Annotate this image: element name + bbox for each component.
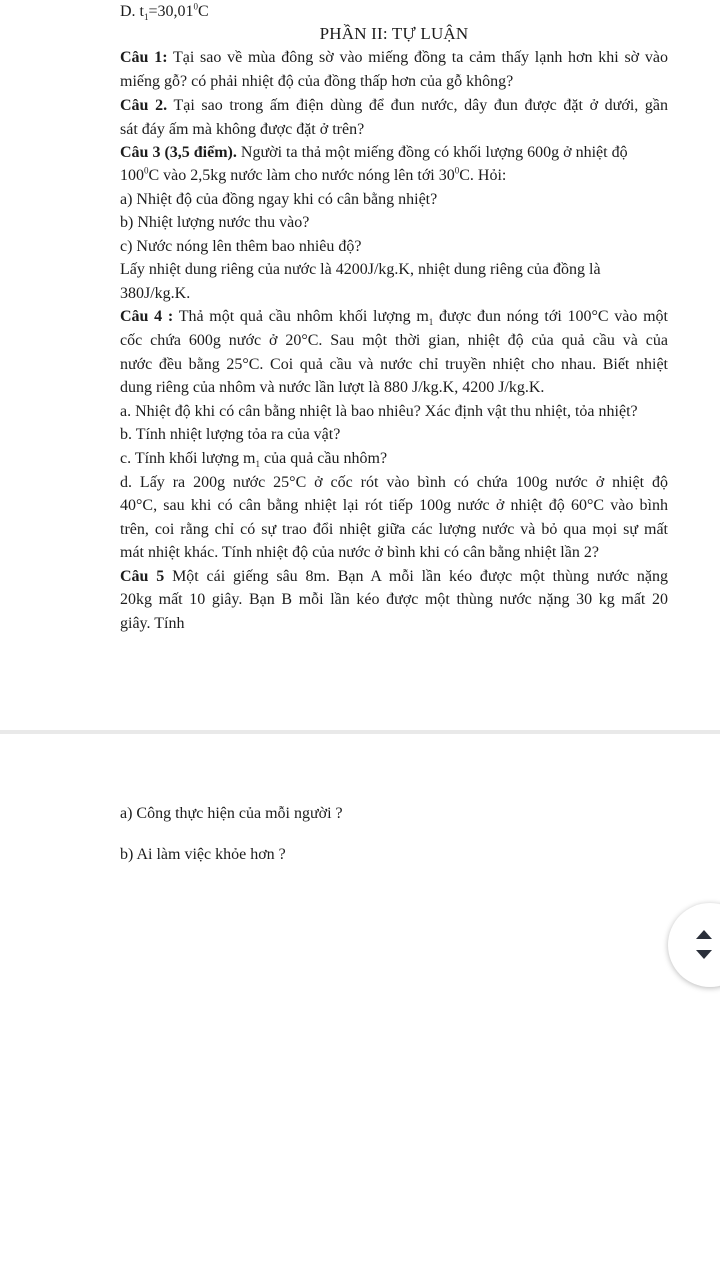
question-2-line-2: sát đáy ấm mà không được đặt ở trên?: [120, 121, 365, 138]
question-5-part-b: b) Ai làm việc khỏe hơn ?: [120, 846, 286, 863]
question-3-part-c: c) Nước nóng lên thêm bao nhiêu độ?: [120, 238, 362, 255]
question-4-part-c: c. Tính khối lượng $m_1$ của quả cầu nhôm?: [120, 450, 388, 470]
section-title: PHẦN II: TỰ LUẬN: [319, 24, 469, 43]
question-1-label: Câu 1:: [120, 49, 168, 66]
question-4-part-d-line-3: trên, coi rằng chỉ có sự trao đổi nhiệt giữa các lượng nước và bỏ qua mọi sự mất: [120, 521, 668, 538]
question-4-line-2: cốc chứa 600g nước ở 20°C. Sau một thời gian, nhiệt độ của quả cầu và của: [120, 332, 668, 349]
question-1-line-2: miếng gỗ? có phải nhiệt độ của đồng thấp hơn của gỗ không?: [120, 73, 514, 90]
question-4-line-4: dung riêng của nhôm và nước lần lượt là 880 J/kg.K, 4200 J/kg.K.: [120, 379, 545, 396]
chevron-up-icon[interactable]: [696, 930, 712, 939]
question-5-part-a: a) Công thực hiện của mỗi người ?: [120, 805, 343, 822]
question-4-part-d-line-1: d. Lấy ra 200g nước 25°C ở cốc rót vào bình có chứa 100g nước ở nhiệt độ: [120, 474, 668, 491]
question-3-note-line-2: 380J/kg.K.: [120, 285, 191, 302]
question-3-part-a: a) Nhiệt độ của đồng ngay khi có cân bằng nhiệt?: [120, 191, 438, 208]
question-3-label: Câu 3 (3,5 điểm).: [120, 144, 237, 161]
question-5-line-1: Câu 5 Một cái giếng sâu 8m. Bạn A mỗi lần kéo được một thùng nước nặng: [120, 568, 668, 585]
question-4-label: Câu 4 :: [120, 308, 174, 325]
question-5-line-2: 20kg mất 10 giây. Bạn B mỗi lần kéo được một thùng nước nặng 30 kg mất 20: [120, 591, 668, 608]
question-4-line-1: Câu 4 : Thả một quả cầu nhôm khối lượng $m_1$ được đun nóng tới 100°C vào một: [120, 308, 669, 328]
question-4-part-d-line-2: 40°C, sau khi có cân bằng nhiệt lại rót tiếp 100g nước ở nhiệt độ 60°C vào bình: [120, 497, 668, 514]
document-page-2: [0, 734, 720, 1280]
question-4-part-b: b. Tính nhiệt lượng tỏa ra của vật?: [120, 426, 341, 443]
question-2-line-1: Câu 2. Tại sao trong ấm điện dùng để đun nước, dây đun được đặt ở dưới, gần: [120, 97, 669, 114]
question-5-label: Câu 5: [120, 568, 165, 585]
question-2-label: Câu 2.: [120, 97, 168, 114]
answer-option-d: D. $t_1=30,01^0C$: [120, 1, 209, 23]
question-4-part-d-line-4: mát nhiệt khác. Tính nhiệt độ của nước ở bình khi có cân bằng nhiệt lần 2?: [120, 544, 599, 561]
question-3-note-line-1: Lấy nhiệt dung riêng của nước là 4200J/kg.K, nhiệt dung riêng của đồng là: [120, 261, 601, 278]
question-4-part-a: a. Nhiệt độ khi có cân bằng nhiệt là bao nhiêu? Xác định vật thu nhiệt, tỏa nhiệt?: [120, 403, 638, 420]
question-3-line-2: $100^0C$ vào 2,5kg nước làm cho nước nóng lên tới $30^0C$. Hỏi:: [120, 165, 507, 184]
question-5-line-3: giây. Tính: [120, 615, 185, 632]
question-4-line-3: nước đều bằng 25°C. Coi quả cầu và nước chỉ truyền nhiệt cho nhau. Biết nhiệt: [120, 356, 668, 373]
chevron-down-icon[interactable]: [696, 950, 712, 959]
question-1-line-1: Câu 1: Tại sao về mùa đông sờ vào miếng đồng ta cảm thấy lạnh hơn khi sờ vào: [120, 49, 668, 66]
question-3-line-1: Câu 3 (3,5 điểm). Người ta thả một miếng đồng có khối lượng 600g ở nhiệt độ: [120, 144, 628, 161]
question-3-part-b: b) Nhiệt lượng nước thu vào?: [120, 214, 310, 231]
